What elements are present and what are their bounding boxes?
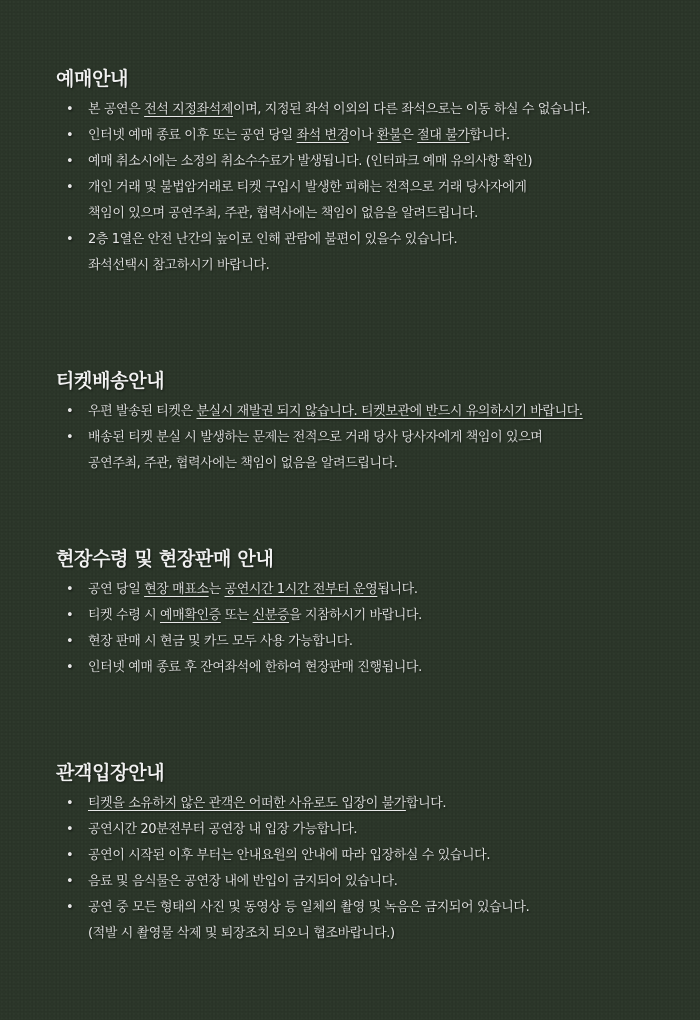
item-text: 티켓 수령 시	[88, 608, 160, 623]
list-item	[66, 123, 676, 149]
item-text: 은	[401, 128, 418, 143]
item-text: 인터넷 예매 종료 이후 또는 공연 당일	[88, 128, 297, 143]
bullet-icon: •	[66, 128, 74, 143]
bullet-icon: •	[66, 608, 74, 623]
item-text: 공연 중 모든 형태의 사진 및 동영상 등 일체의 촬영 및 녹음은 금지되어 있습니다.	[88, 900, 530, 915]
onsite-notice-section	[56, 544, 676, 681]
item-text: 합니다.	[469, 128, 510, 143]
onsite-notice-title: 현장수령 및 현장판매 안내	[56, 548, 274, 570]
bullet-icon: •	[66, 102, 74, 117]
booking-notice-section	[56, 64, 676, 279]
item-text: 공연시간 20분전부터 공연장 내 입장 가능합니다.	[88, 822, 358, 837]
list-item	[66, 655, 676, 681]
item-text: 또는	[220, 608, 253, 623]
list-item	[66, 603, 676, 629]
item-text: 이나	[348, 128, 377, 143]
bullet-icon: •	[66, 180, 74, 195]
emphasized-text: 좌석 변경	[296, 128, 349, 143]
bullet-icon: •	[66, 154, 74, 169]
emphasized-text: 티켓을 소유하지 않은 관객은 어떠한 사유로도 입장이 불가	[88, 796, 406, 811]
item-line	[88, 149, 676, 175]
item-line	[88, 603, 676, 629]
item-line	[88, 817, 676, 843]
item-line	[88, 921, 676, 947]
entry-notice-title: 관객입장안내	[56, 762, 165, 784]
item-text: 공연주최, 주관, 협력사에는 책임이 없음을 알려드립니다.	[88, 456, 398, 471]
item-line	[88, 227, 676, 253]
item-text: 2층 1열은 안전 난간의 높이로 인해 관람에 불편이 있을수 있습니다.	[88, 232, 458, 247]
item-line	[88, 201, 676, 227]
item-text: (적발 시 촬영물 삭제 및 퇴장조치 되오니 협조바랍니다.)	[88, 926, 395, 941]
bullet-icon: •	[66, 660, 74, 675]
item-text: 예매 취소시에는 소정의 취소수수료가 발생됩니다. (인터파크 예매 유의사항 확인)	[88, 154, 533, 169]
bullet-icon: •	[66, 822, 74, 837]
item-line	[88, 629, 676, 655]
item-line	[88, 425, 676, 451]
item-text: 는	[208, 582, 225, 597]
emphasized-text: 예매확인증	[160, 608, 221, 623]
emphasized-text: 현장 매표소	[144, 582, 209, 597]
list-item	[66, 399, 676, 425]
bullet-icon: •	[66, 796, 74, 811]
list-item	[66, 577, 676, 603]
item-line	[88, 791, 676, 817]
item-text: 공연 당일	[88, 582, 145, 597]
list-item	[66, 895, 676, 947]
emphasized-text: 분실시 재발권 되지 않습니다. 티켓보관에 반드시 유의하시기 바랍니다.	[196, 404, 583, 419]
item-line	[88, 253, 676, 279]
entry-notice-list	[56, 791, 676, 947]
item-text: 본 공연은	[88, 102, 145, 117]
bullet-icon: •	[66, 430, 74, 445]
item-text: 개인 거래 및 불법암거래로 티켓 구입시 발생한 피해는 전적으로 거래 당사자에게	[88, 180, 527, 195]
item-text: 음료 및 음식물은 공연장 내에 반입이 금지되어 있습니다.	[88, 874, 398, 889]
list-item	[66, 97, 676, 123]
item-text: 책임이 있으며 공연주최, 주관, 협력사에는 책임이 없음을 알려드립니다.	[88, 206, 478, 221]
emphasized-text: 공연시간 1시간 전부터 운영	[224, 582, 378, 597]
item-text: 이며, 지정된 좌석 이외의 다른 좌석으로는 이동 하실 수 없습니다.	[232, 102, 591, 117]
item-text: 공연이 시작된 이후 부터는 안내요원의 안내에 따라 입장하실 수 있습니다.	[88, 848, 491, 863]
item-text: 됩니다.	[377, 582, 418, 597]
bullet-icon: •	[66, 404, 74, 419]
list-item	[66, 817, 676, 843]
item-line	[88, 97, 676, 123]
list-item	[66, 175, 676, 227]
bullet-icon: •	[66, 848, 74, 863]
bullet-icon: •	[66, 634, 74, 649]
bullet-icon: •	[66, 582, 74, 597]
booking-notice-list	[56, 97, 676, 279]
item-text: 인터넷 예매 종료 후 잔여좌석에 한하여 현장판매 진행됩니다.	[88, 660, 422, 675]
item-text: 을 지참하시기 바랍니다.	[289, 608, 422, 623]
delivery-notice-title: 티켓배송안내	[56, 370, 165, 392]
item-text: 좌석선택시 참고하시기 바랍니다.	[88, 258, 270, 273]
list-item	[66, 869, 676, 895]
onsite-notice-list	[56, 577, 676, 681]
item-line	[88, 123, 676, 149]
item-line	[88, 843, 676, 869]
emphasized-text: 신분증	[252, 608, 290, 623]
bullet-icon: •	[66, 900, 74, 915]
item-text: 합니다.	[405, 796, 447, 811]
list-item	[66, 629, 676, 655]
list-item	[66, 843, 676, 869]
item-line	[88, 175, 676, 201]
list-item	[66, 227, 676, 279]
list-item	[66, 149, 676, 175]
item-line	[88, 451, 676, 477]
item-line	[88, 577, 676, 603]
item-text: 현장 판매 시 현금 및 카드 모두 사용 가능합니다.	[88, 634, 353, 649]
bullet-icon: •	[66, 874, 74, 889]
emphasized-text: 전석 지정좌석제	[144, 102, 233, 117]
delivery-notice-section	[56, 366, 676, 477]
list-item	[66, 791, 676, 817]
entry-notice-section	[56, 758, 676, 947]
list-item	[66, 425, 676, 477]
item-line	[88, 655, 676, 681]
item-line	[88, 869, 676, 895]
booking-notice-title: 예매안내	[56, 68, 129, 90]
item-line	[88, 399, 676, 425]
bullet-icon: •	[66, 232, 74, 247]
item-text: 배송된 티켓 분실 시 발생하는 문제는 전적으로 거래 당사 당사자에게 책임이 있으며	[88, 430, 543, 445]
delivery-notice-list	[56, 399, 676, 477]
emphasized-text: 환불	[376, 128, 402, 143]
emphasized-text: 절대 불가	[417, 128, 470, 143]
item-text: 우편 발송된 티켓은	[88, 404, 197, 419]
item-line	[88, 895, 676, 921]
